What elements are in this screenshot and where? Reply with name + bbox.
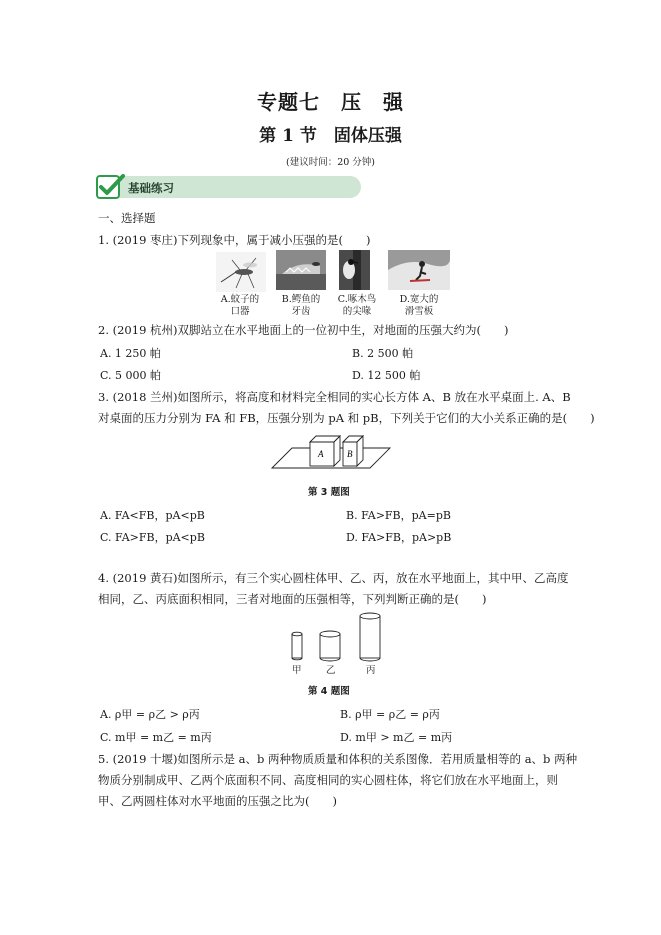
option-c-caption: C.啄木鸟 的尖喙 bbox=[337, 294, 377, 317]
q4-option-d: D. m甲 > m乙 = m丙 bbox=[340, 731, 453, 744]
crocodile-photo bbox=[276, 250, 326, 290]
figure-3-blocks bbox=[270, 432, 394, 472]
question-4-stem-line2: 相同，乙、丙底面积相同，三者对地面的压强相等，下列判断正确的是( ) bbox=[98, 592, 487, 606]
question-2-stem: 2. (2019 杭州)双脚站立在水平地面上的一位初中生，对地面的压强大约为( ) bbox=[98, 323, 509, 337]
q4-option-b: B. ρ甲 = ρ乙 = ρ丙 bbox=[340, 708, 440, 721]
q3-option-d: D. FA>FB，pA>pB bbox=[346, 531, 452, 544]
q4-option-a: A. ρ甲 = ρ乙 > ρ丙 bbox=[100, 708, 200, 721]
question-5-stem-line1: 5. (2019 十堰)如图所示是 a、b 两种物质质量和体积的关系图像．若用质量相等的 a、b 两种 bbox=[98, 752, 578, 766]
question-1-stem: 1. (2019 枣庄)下列现象中，属于减小压强的是( ) bbox=[98, 233, 371, 247]
part-heading: 一、选择题 bbox=[98, 211, 156, 225]
figure-3-caption: 第 3 题图 bbox=[308, 487, 350, 498]
q2-option-a: A. 1 250 帕 bbox=[100, 347, 161, 360]
q2-option-d: D. 12 500 帕 bbox=[352, 369, 421, 382]
cylinder-jia-label: 甲 bbox=[292, 665, 302, 676]
figure-4-cylinders bbox=[284, 610, 384, 662]
option-d-caption: D.宽大的 滑雪板 bbox=[399, 294, 439, 317]
checkmark-icon bbox=[95, 174, 125, 200]
q3-option-c: C. FA>FB，pA<pB bbox=[100, 531, 205, 544]
section-label: 基础练习 bbox=[128, 181, 174, 195]
q2-option-c: C. 5 000 帕 bbox=[100, 369, 162, 382]
block-a-label: A bbox=[318, 449, 324, 459]
q3-option-b: B. FA>FB，pA=pB bbox=[346, 509, 451, 522]
section-subtitle: 第 1 节 固体压强 bbox=[259, 126, 402, 146]
cylinder-yi-label: 乙 bbox=[326, 665, 336, 676]
q4-option-c: C. m甲 = m乙 = m丙 bbox=[100, 731, 212, 744]
cylinder-bing-label: 丙 bbox=[366, 665, 376, 676]
question-5-stem-line3: 甲、乙两圆柱体对水平地面的压强之比为( ) bbox=[98, 794, 337, 808]
option-a-caption: A.蚊子的 口器 bbox=[220, 294, 260, 317]
figure-4-caption: 第 4 题图 bbox=[308, 686, 350, 697]
chapter-title: 专题七 压 强 bbox=[257, 90, 404, 114]
option-b-caption: B.鳄鱼的 牙齿 bbox=[281, 294, 321, 317]
block-b-label: B bbox=[347, 449, 353, 459]
mosquito-photo bbox=[216, 252, 266, 292]
question-3-stem-line2: 对桌面的压力分别为 FA 和 FB，压强分别为 pA 和 pB，下列关于它们的大小关系正确的是( ) bbox=[98, 411, 595, 425]
question-5-stem-line2: 物质分别制成甲、乙两个底面积不同、高度相同的实心圆柱体，将它们放在水平地面上，则 bbox=[98, 773, 558, 787]
woodpecker-photo bbox=[339, 250, 370, 290]
question-3-stem-line1: 3. (2018 兰州)如图所示，将高度和材料完全相同的实心长方体 A、B 放在水平桌面上. A、B bbox=[98, 390, 571, 404]
q2-option-b: B. 2 500 帕 bbox=[352, 347, 414, 360]
time-note: (建议时间：20 分钟) bbox=[285, 157, 376, 168]
question-4-stem-line1: 4. (2019 黄石)如图所示，有三个实心圆柱体甲、乙、丙，放在水平地面上，其中甲、乙高度 bbox=[98, 571, 569, 585]
snowboard-photo bbox=[388, 250, 450, 290]
q3-option-a: A. FA<FB，pA<pB bbox=[100, 509, 205, 522]
